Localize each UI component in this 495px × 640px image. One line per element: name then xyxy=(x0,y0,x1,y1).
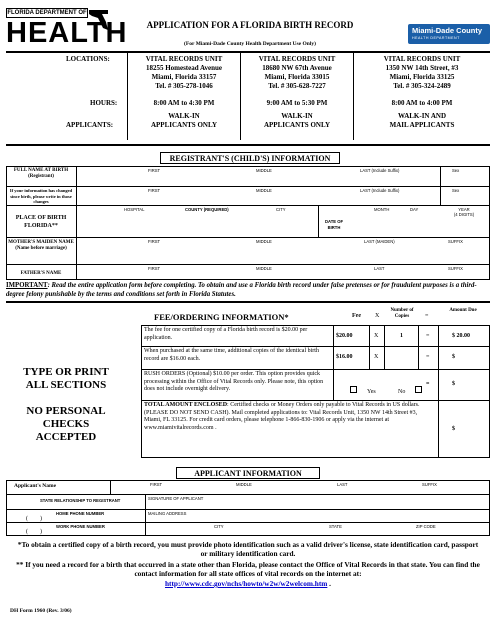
logo-top-text: FLORIDA DEPARTMENT OF xyxy=(7,10,87,16)
city-state-zip-field[interactable] xyxy=(146,523,489,536)
fee-col-header: Fee xyxy=(352,313,361,319)
suffix-caption: SUFFIX xyxy=(422,482,437,487)
miami-dade-logo xyxy=(408,24,490,44)
first-caption: FIRST xyxy=(148,266,161,271)
fee-row-2-eq: = xyxy=(426,354,430,360)
mailing-address-field[interactable] xyxy=(146,510,489,522)
signature-caption: SIGNATURE OF APPLICANT xyxy=(148,496,204,501)
fee-row-1-text: The fee for one certified copy of a Florida birth record is $20.00 per application. xyxy=(144,327,308,341)
fees-heading: FEE/ORDERING INFORMATION* xyxy=(154,312,289,322)
full-name-field[interactable] xyxy=(77,167,489,186)
fee-row-3-eq: = xyxy=(426,381,430,387)
florida-map-icon xyxy=(88,8,112,32)
fee-row-1-x: X xyxy=(374,333,379,339)
applicant-heading: APPLICANT INFORMATION xyxy=(176,467,320,479)
fee-row-2-text: When purchased at the same time, additional copies of the identical birth record are $16.00 each. xyxy=(144,348,319,362)
type-print-note: TYPE OR PRINT ALL SECTIONS xyxy=(23,366,109,391)
x-col-header: X xyxy=(375,313,380,319)
suffix-caption: SUFFIX xyxy=(448,239,463,244)
changed-name-field[interactable] xyxy=(77,187,489,205)
applicants-label: APPLICANTS: xyxy=(66,121,114,129)
fees-col-divider xyxy=(369,325,370,369)
zip-caption: ZIP CODE xyxy=(416,524,436,529)
fee-row-2-x: X xyxy=(374,354,379,360)
applicant-name-label: Applicant's Name xyxy=(14,483,57,489)
dob-caption: DATE OF BIRTH xyxy=(324,219,344,230)
other-state-note: ** If you need a record for a birth that occurred in a state other than Florida, please contact the Office of Vital Records in that state. You can find the contact information for all state offices of vital records on the internet at: xyxy=(16,560,480,579)
father-label: FATHER'S NAME xyxy=(20,271,62,276)
important-label: IMPORTANT xyxy=(6,282,48,289)
offices-divider xyxy=(6,144,490,146)
office-hours: 8:00 AM to 4:30 PM xyxy=(153,99,215,107)
home-phone-field[interactable]: ( ) xyxy=(26,516,42,522)
middle-caption: MIDDLE xyxy=(236,482,252,487)
office-unit: VITAL RECORDS UNIT xyxy=(145,55,223,63)
sex-caption: Sex xyxy=(452,188,460,193)
photo-id-note: *To obtain a certified copy of a birth record, you must provide photo identification such as a valid driver's license, state identification card, passport or military identification card. xyxy=(17,540,479,559)
changed-label: If your information has changed since birth, please write in those changes xyxy=(9,188,73,204)
last-caption: LAST xyxy=(374,266,385,271)
first-caption: FIRST xyxy=(148,188,161,193)
total-amount[interactable]: $ xyxy=(452,426,455,432)
office-applicants-1: WALK-IN xyxy=(168,112,200,120)
office-city: Miami, Florida 33157 xyxy=(151,73,217,81)
mother-label xyxy=(8,240,74,252)
office-street: 18680 NW 67th Avenue xyxy=(262,64,332,72)
office-applicants-2: APPLICANTS ONLY xyxy=(263,121,331,129)
fee-row-1-fee: $20.00 xyxy=(336,333,353,339)
hours-label: HOURS: xyxy=(90,99,118,107)
total-body: : Certified checks or Money Orders only payable to Vital Records in US dollars. (PLEASE DO NOT SEND CASH). Mail completed applications to: Vital Records Unit, 1350 NW 14th Street #3, Miami, FL 33125. For credit card orders, please telephone 1-866-830-1906 or apply via the internet at www.miamivitalrecords.com . xyxy=(144,402,420,431)
cdc-link[interactable]: http://www.cdc.gov/nchs/howto/w2w/w2welcom.htm xyxy=(164,579,328,588)
office-applicants-1: WALK-IN AND xyxy=(397,112,447,120)
year-caption xyxy=(440,207,488,217)
mother-sub: (Name before marriage) xyxy=(15,246,67,251)
place-of-birth-label: PLACE OF BIRTH FLORIDA** xyxy=(15,215,67,229)
full-name-text: FULL NAME AT BIRTH xyxy=(13,168,69,173)
work-phone-field[interactable]: ( ) xyxy=(26,529,42,535)
first-caption: FIRST xyxy=(148,239,161,244)
eq-col-header: = xyxy=(425,313,429,319)
mailing-caption: MAILING ADDRESS xyxy=(148,511,187,516)
last-caption: LAST (Include Suffix) xyxy=(360,168,400,173)
fee-row-1-amount[interactable]: $ 20.00 xyxy=(452,333,470,339)
home-phone-caption: HOME PHONE NUMBER xyxy=(56,511,105,516)
city-caption: CITY xyxy=(214,524,224,529)
header-divider xyxy=(6,51,490,53)
page-subtitle: (For Miami-Dade County Health Department Use Only) xyxy=(184,41,316,47)
office-unit: VITAL RECORDS UNIT xyxy=(383,55,461,63)
last-caption: LAST xyxy=(337,482,348,487)
suffix-caption: SUFFIX xyxy=(448,266,463,271)
office-street: 18255 Homestead Avenue xyxy=(145,64,223,72)
rush-yes-label: Yes xyxy=(367,389,376,395)
amount-col-header: Amount Due xyxy=(449,308,477,313)
office-city: Miami, Florida 33015 xyxy=(264,73,330,81)
fees-col-divider xyxy=(418,325,419,369)
cdc-link-line xyxy=(14,579,482,588)
important-divider xyxy=(6,301,490,303)
office-city: Miami, Florida 33125 xyxy=(389,73,455,81)
registrant-heading: REGISTRANT'S (CHILD'S) INFORMATION xyxy=(160,152,340,164)
signature-field[interactable] xyxy=(146,495,489,509)
rush-yes-option[interactable] xyxy=(350,380,376,398)
office-tel: Tel. # 305-278-1046 xyxy=(155,82,213,90)
rush-no-label: No xyxy=(398,389,406,395)
important-notice xyxy=(6,282,490,299)
locations-label: LOCATIONS: xyxy=(66,55,110,63)
office-applicants-2: MAIL APPLICANTS xyxy=(389,121,455,129)
fee-row-3-amount[interactable]: $ xyxy=(452,381,455,387)
rush-no-option[interactable] xyxy=(398,380,422,398)
fee-row-2-fee: $16.00 xyxy=(336,354,353,360)
office-applicants-1: WALK-IN xyxy=(281,112,313,120)
year-sub: (4 DIGITS) xyxy=(453,212,475,217)
work-phone-caption: WORK PHONE NUMBER xyxy=(56,524,105,529)
mother-name-field[interactable] xyxy=(77,238,489,264)
office-unit: VITAL RECORDS UNIT xyxy=(258,55,336,63)
fees-col-divider xyxy=(438,325,439,458)
first-caption: FIRST xyxy=(148,168,161,173)
copies-col-header: Number of Copies xyxy=(390,308,414,319)
fee-row-2-copies[interactable] xyxy=(385,350,418,366)
office-hours: 8:00 AM to 4:00 PM xyxy=(391,99,453,107)
last-maiden-caption: LAST (MAIDEN) xyxy=(364,239,395,244)
rush-no-checkbox[interactable] xyxy=(415,386,422,393)
rush-yes-checkbox[interactable] xyxy=(350,386,357,393)
relationship-caption: STATE RELATIONSHIP TO REGISTRANT xyxy=(40,498,121,503)
office-tel: Tel. # 305-324-2489 xyxy=(393,82,451,90)
office-tel: Tel. # 305-628-7227 xyxy=(268,82,326,90)
cdc-link-tail: . xyxy=(327,579,331,588)
total-text xyxy=(144,402,436,432)
no-checks-note: NO PERSONAL CHECKS ACCEPTED xyxy=(26,405,106,443)
office-applicants-2: APPLICANTS ONLY xyxy=(150,121,218,129)
logo-main-text: HEALTH xyxy=(6,17,128,49)
day-caption: DAY xyxy=(410,207,419,212)
sex-caption: Sex xyxy=(452,168,460,173)
relationship-field[interactable] xyxy=(7,495,145,509)
middle-caption: MIDDLE xyxy=(256,239,272,244)
total-label: TOTAL AMOUNT ENCLOSED xyxy=(144,402,228,408)
middle-caption: MIDDLE xyxy=(256,266,272,271)
form-number: DH Form 1960 (Rev. 3/06) xyxy=(10,608,72,614)
mother-text: MOTHER'S MAIDEN NAME xyxy=(8,240,74,245)
fee-row-3-text: RUSH ORDERS (Optional) $10.00 per order. This option provides quick processing within the Office of Vital Records only. Please note, this option does not include overnight delivery. xyxy=(144,371,324,392)
father-name-field[interactable] xyxy=(77,265,489,280)
office-street: 1350 NW 14th Street, #3 xyxy=(385,64,459,72)
office-column xyxy=(128,55,240,130)
dob-divider xyxy=(318,205,319,237)
full-name-label xyxy=(8,168,74,180)
last-caption: LAST (Include Suffix) xyxy=(360,188,400,193)
fee-row-1-eq: = xyxy=(426,333,430,339)
md-logo-main: Miami-Dade County xyxy=(412,26,483,35)
fees-col-divider xyxy=(333,325,334,400)
county-caption: COUNTY (REQUIRED) xyxy=(185,207,229,212)
fee-row-2-amount[interactable]: $ xyxy=(452,354,455,360)
office-column xyxy=(241,55,353,130)
fee-row-1-copies[interactable]: 1 xyxy=(400,333,403,339)
md-logo-sub: HEALTH DEPARTMENT xyxy=(412,36,460,40)
important-text: : Read the entire application form before completing. To obtain and use a Florida birth record under false pretenses or for fraudulent purposes is a third-degree felony punishable by the terms and conditions set forth in Florida Statutes. xyxy=(6,282,477,298)
middle-caption: MIDDLE xyxy=(256,188,272,193)
florida-doh-logo xyxy=(6,8,128,52)
year-text: YEAR xyxy=(458,207,470,212)
office-column xyxy=(354,55,490,130)
first-caption: FIRST xyxy=(150,482,163,487)
month-caption: MONTH xyxy=(374,207,390,212)
page-title: APPLICATION FOR A FLORIDA BIRTH RECORD xyxy=(146,20,354,30)
middle-caption: MIDDLE xyxy=(256,168,272,173)
office-hours: 9:00 AM to 5:30 PM xyxy=(266,99,328,107)
hospital-caption: HOSPITAL xyxy=(124,207,145,212)
city-caption: CITY xyxy=(276,207,286,212)
state-caption: STATE xyxy=(329,524,342,529)
full-name-sub: (Registrant) xyxy=(28,174,54,179)
